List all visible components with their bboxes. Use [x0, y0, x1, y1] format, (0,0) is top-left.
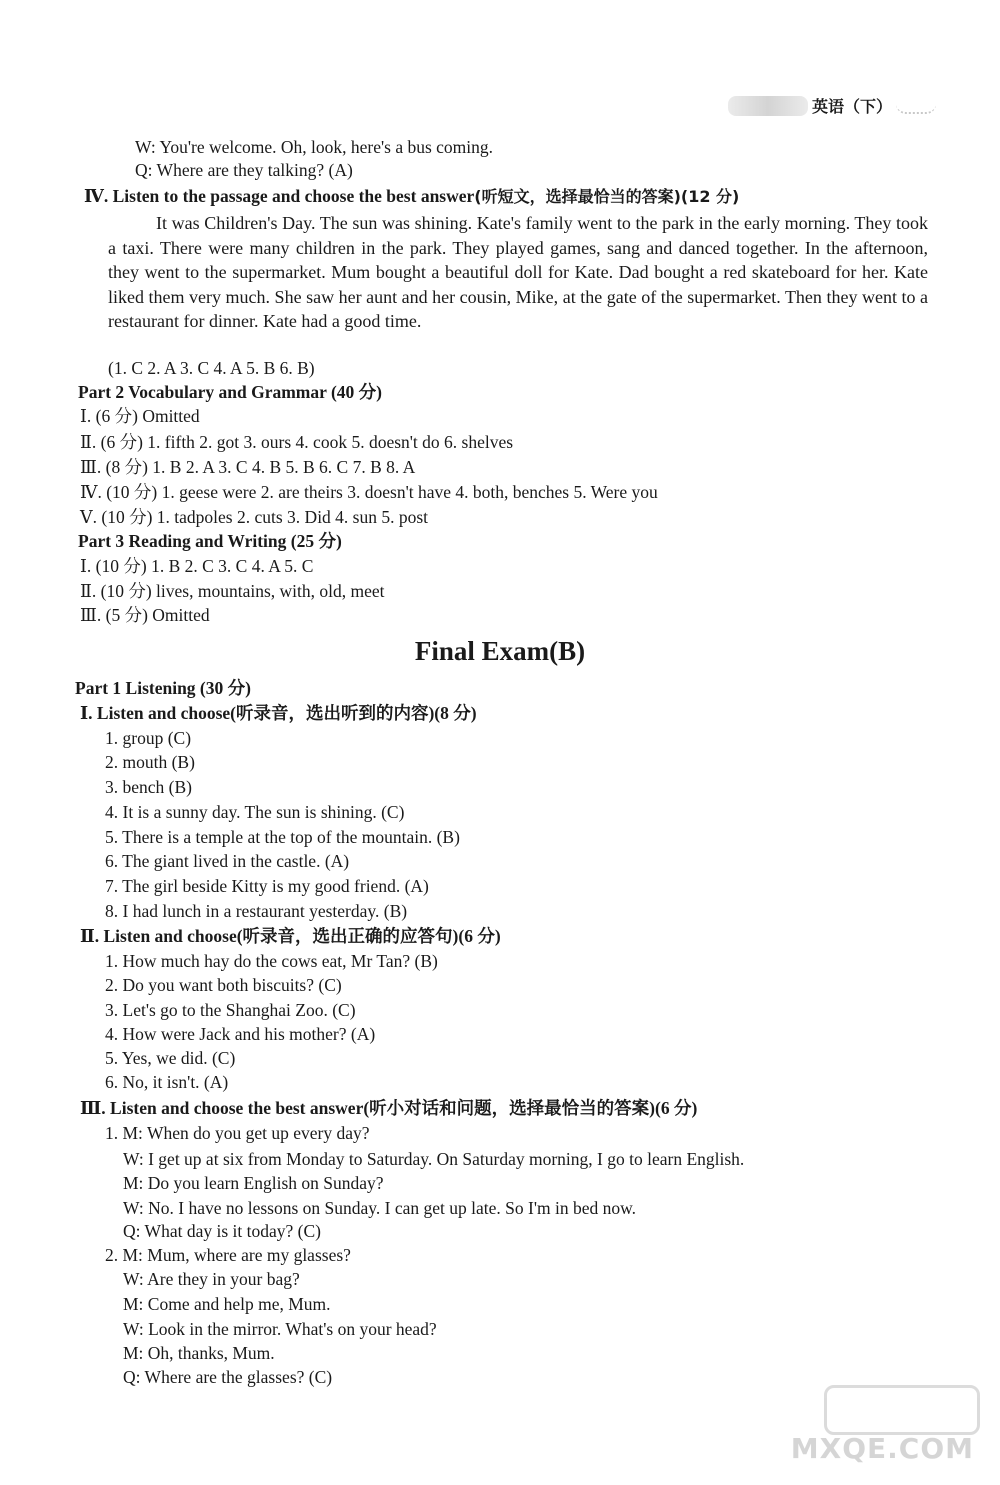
- list-item: 8. I had lunch in a restaurant yesterday. (B): [105, 901, 408, 921]
- list-item: 2. Do you want both biscuits? (C): [105, 975, 342, 995]
- answer-line: Ⅳ. (10 分) 1. geese were 2. are theirs 3. doesn't have 4. both, benches 5. Were you: [80, 482, 658, 502]
- answer-line: Ⅲ. (5 分) Omitted: [80, 605, 210, 625]
- header-decoration: [896, 98, 936, 114]
- section-heading: Ⅲ. Listen and choose the best answer(听小对话和问题，选择最恰当的答案)(6 分): [80, 1098, 698, 1118]
- part3-title: Part 3 Reading and Writing (25 分): [78, 531, 342, 551]
- dialog-line: M: Oh, thanks, Mum.: [123, 1343, 275, 1363]
- list-item: 1. How much hay do the cows eat, Mr Tan? (B): [105, 951, 438, 971]
- part2-title: Part 2 Vocabulary and Grammar (40 分): [78, 382, 382, 402]
- list-item: 1. group (C): [105, 728, 192, 748]
- passage-text: It was Children's Day. The sun was shining. Kate's family went to the park in the early morning. They took a taxi. There were many children in the park. They played games, sang and danced together. In the afternoon, they went to the supermarket. Mum bought a beautiful doll for Kate. Dad bought a red skateboard for her. Kate liked them very much. She saw her aunt and her cousin, Mike, at the gate of the supermarket. Then they went to a restaurant for dinner. Kate had a good time.: [108, 213, 928, 331]
- list-item: 3. Let's go to the Shanghai Zoo. (C): [105, 1000, 356, 1020]
- list-item: 6. The giant lived in the castle. (A): [105, 851, 350, 871]
- page-header: [728, 94, 936, 117]
- answer-line: Ⅱ. (6 分) 1. fifth 2. got 3. ours 4. cook 5. doesn't do 6. shelves: [80, 432, 514, 452]
- list-item: 5. There is a temple at the top of the mountain. (B): [105, 827, 460, 847]
- header-subject: 英语（下）: [812, 97, 893, 116]
- section-heading: Ⅱ. Listen and choose(听录音，选出正确的应答句)(6 分): [80, 926, 501, 946]
- dialog-question: Q: Where are they talking? (A): [135, 160, 353, 180]
- answer-line: Ⅰ. (10 分) 1. B 2. C 3. C 4. A 5. C: [80, 556, 314, 576]
- dialog-question: Q: What day is it today? (C): [123, 1221, 321, 1241]
- list-item: 3. bench (B): [105, 777, 192, 797]
- list-item: 2. mouth (B): [105, 752, 195, 772]
- section-heading-cn: (听短文，选择最恰当的答案)(12 分): [474, 187, 740, 206]
- watermark: [790, 1385, 980, 1465]
- dialog-question: Q: Where are the glasses? (C): [123, 1367, 333, 1387]
- dialog-line: M: Do you learn English on Sunday?: [123, 1173, 384, 1193]
- watermark-text: MXQE.COM: [790, 1432, 974, 1465]
- answer-line: Ⅰ. (6 分) Omitted: [80, 406, 200, 426]
- exam-title: Final Exam(B): [414, 636, 586, 666]
- watermark-logo: [824, 1385, 980, 1435]
- part1-title: Part 1 Listening (30 分): [75, 678, 251, 698]
- section-heading-en: Ⅳ. Listen to the passage and choose the best answer: [84, 186, 475, 206]
- list-item: 4. It is a sunny day. The sun is shining. (C): [105, 802, 405, 822]
- passage-answers: (1. C 2. A 3. C 4. A 5. B 6. B): [108, 358, 315, 378]
- list-item: 7. The girl beside Kitty is my good friend. (A): [105, 876, 429, 896]
- dialog-line: 2. M: Mum, where are my glasses?: [105, 1245, 351, 1265]
- dialog-line: M: Come and help me, Mum.: [123, 1294, 331, 1314]
- answer-line: Ⅲ. (8 分) 1. B 2. A 3. C 4. B 5. B 6. C 7. B 8. A: [80, 457, 416, 477]
- book-logo: [728, 96, 808, 116]
- dialog-line: W: I get up at six from Monday to Saturday. On Saturday morning, I go to learn English.: [123, 1149, 745, 1169]
- answer-line: Ⅱ. (10 分) lives, mountains, with, old, meet: [80, 581, 385, 601]
- list-item: 5. Yes, we did. (C): [105, 1048, 236, 1068]
- list-item: 6. No, it isn't. (A): [105, 1072, 229, 1092]
- dialog-line: W: Are they in your bag?: [123, 1269, 300, 1289]
- section-heading: Ⅰ. Listen and choose(听录音，选出听到的内容)(8 分): [80, 703, 477, 723]
- section-heading: [84, 185, 739, 208]
- answer-line: Ⅴ. (10 分) 1. tadpoles 2. cuts 3. Did 4. sun 5. post: [80, 507, 429, 527]
- dialog-line: 1. M: When do you get up every day?: [105, 1123, 370, 1143]
- dialog-line: W: No. I have no lessons on Sunday. I can get up late. So I'm in bed now.: [123, 1198, 636, 1218]
- dialog-line: W: Look in the mirror. What's on your head?: [123, 1319, 437, 1339]
- list-item: 4. How were Jack and his mother? (A): [105, 1024, 376, 1044]
- dialog-line: W: You're welcome. Oh, look, here's a bus coming.: [135, 137, 494, 157]
